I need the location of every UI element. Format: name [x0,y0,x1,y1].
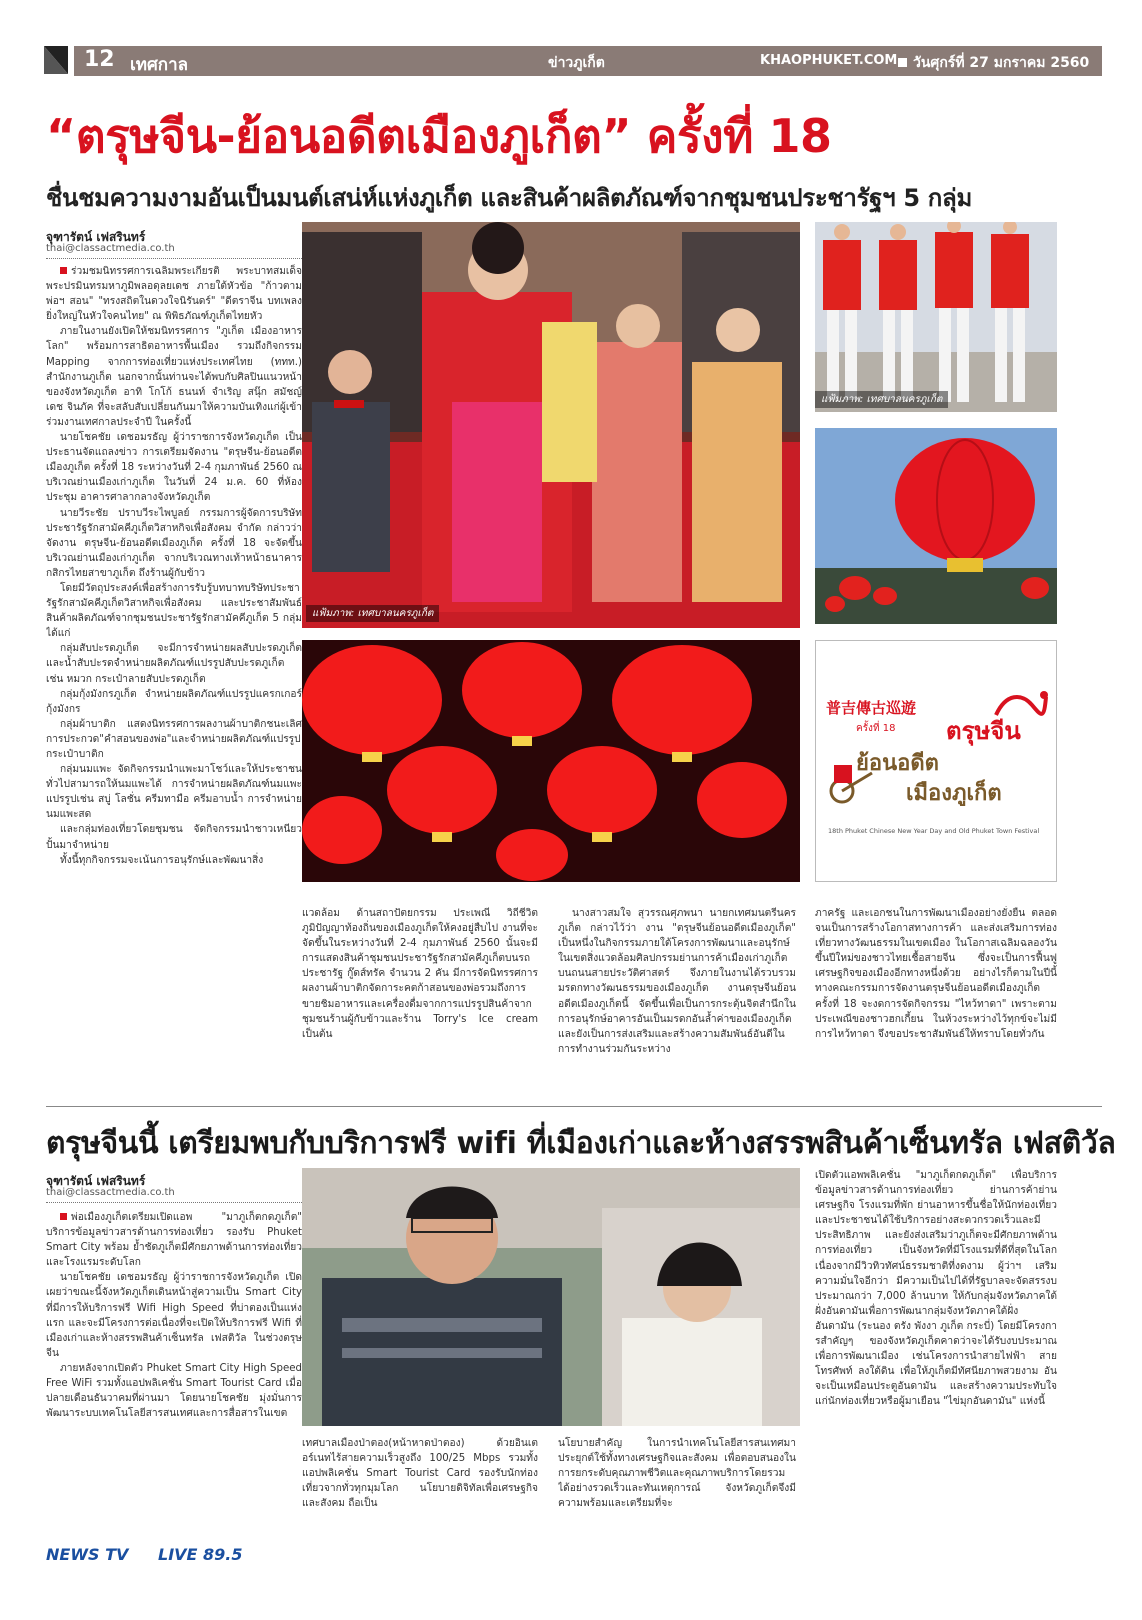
article1-column-4: ภาครัฐ และเอกชนในการพัฒนาเมืองอย่างยั่งยืน ตลอดจนเป็นการสร้างโอกาสทางการค้า และส่งเสริมการท่องเที่ยวทางวัฒนธรรมในเขตเมือง ในโอกาสเฉลิมฉลองวันขึ้นปีใหม่ของชาวไทยเชื้อสายจีน ซึ่งจะเป็นการฟื้นฟูเศรษฐกิจของเมืองอีกทางหนึ่งด้วย อย่างไรก็ตามในปีนี้ ทางคณะกรรมการจัดงานตรุษจีนย้อนอดีตเมืองภูเก็ต ครั้งที่ 18 จะงดการจัดกิจกรรม "ไหว้ทาดา" เพราะตามประเพณีของชาวฮกเกี้ยน ในห้วงระหว่างไว้ทุกข์จะไม่มีการไหว้ทาดา จึงขอประชาสัมพันธ์ให้ทราบโดยทั่วกัน [815,908,1057,1040]
corner-mark-icon [44,46,68,74]
article1-email[interactable]: thai@classactmedia.co.th [46,243,175,254]
article2-column-2: เทศบาลเมืองป่าตอง(หน้าหาดป่าตอง) ด้วยอินเตอร์เนทไร้สายความเร็วสูงถึง 100/25 Mbps รวมทั้งแอปพลิเคชั่น Smart Tourist Card รองรับนักท่องเที่ยวจากทั่วทุกมุมโลก นโยบายดิจิทัลเพื่อเศรษฐกิจและสังคม ถือเป็น [302,1438,538,1510]
article1-author: จุฑารัตน์ เฟสรินทร์ [46,230,146,244]
logo-edition: ครั้งที่ 18 [856,723,896,734]
article1-column-3: นางสาวสมใจ สุวรรณศุภพนา นายกเทศมนตรีนครภูเก็ต กล่าวไว้ว่า งาน "ตรุษจีนย้อนอดีตเมืองภูเก็ต" เป็นหนึ่งในกิจกรรมภายใต้โครงการพัฒนาและอนุรักษ์ในเขตสิ่งแวดล้อมศิลปกรรมย่านการค้าเมืองเก่าภูเก็ต บนถนนสายประวัติศาสตร์ จึงภายในงานได้รวบรวมมรดกทางวัฒนธรรมของเมืองภูเก็ต งานตรุษจีนย้อนอดีตเมืองภูเก็ตนี้ จัดขึ้นเพื่อเป็นการกระตุ้นจิตสำนึกในการอนุรักษ์อาคารอันเป็นมรดกอันล้ำค่าของเมืองภูเก็ต และยังเป็นการส่งเสริมและสร้างความสัมพันธ์อันดีในการทำงานร่วมกันระหว่าง [558,908,796,1055]
article2-column-4: เปิดตัวแอพพลิเคชั่น "มาภูเก็ตกดภูเก็ต" เพื่อบริการข้อมูลข่าวสารด้านการท่องเที่ยว ย่านการค้าย่านเศรษฐกิจ โรงแรมที่พัก ย่านอาหารขึ้นชื่อให้นักท่องเที่ยวและประชาชนได้ใช้บริการอย่างสะดวกรวดเร็วและมีประสิทธิภาพ และยังส่งเสริมว่าภูเก็ตจะมีศักยภาพด้านการท่องเที่ยว เป็นจังหวัดที่มีโรงแรมที่ดีที่สุดในโลก เนื่องจากมีวิวทิวทัศน์ธรรมชาติที่งดงาม ผู้ว่าฯ เสริมความมั่นใจอีกว่า มีความเป็นไปได้ที่รัฐบาลจะจัดสรรงบประมาณกว่า 7,000 ล้านบาท ให้กับกลุ่มจังหวัดภาคใต้ฝั่งอันดามันเพื่อการพัฒนากลุ่มจังหวัดภาคใต้ฝั่งอันดามัน (ระนอง ตรัง พังงา ภูเก็ต กระบี่) โดยมีโครงการสำคัญๆ ของจังหวัดภูเก็ตคาดว่าจะได้รับงบประมาณเพื่อการพัฒนาเมือง เช่นโครงการนำสายไฟฟ้า สายโทรศัพท์ ลงใต้ดิน เพื่อให้ภูเก็ตมีทัศนียภาพสวยงาม อันจะเป็นเหมือนประตูอันดามัน และสร้างความประทับใจแก่นักท่องเที่ยวหรือผู้มาเยือน "ไข่มุกอันดามัน" แห่งนี้ [815,1170,1057,1408]
photo-credit: แฟ้มภาพ: เทศบาลนครภูเก็ต [815,391,948,408]
byline-divider [46,258,302,259]
article2-email[interactable]: thai@classactmedia.co.th [46,1187,175,1198]
issue-date: วันศุกร์ที่ 27 มกราคม 2560 [896,52,1089,74]
article2-headline: ตรุษจีนนี้ เตรียมพบกับบริการฟรี wifi ที่เมืองเก่าและห้างสรรพสินค้าเซ็นทรัล เฟสติวัล [46,1126,1116,1161]
lantern-illustration [815,428,1057,624]
logo-caption: 18th Phuket Chinese New Year Day and Old Phuket Town Festival [828,827,1040,835]
photo-lanterns-night [302,640,800,882]
logo-chinese-text: 普吉傳古巡遊 [826,699,917,717]
governor-illustration [302,1168,800,1426]
dragon-icon [992,685,1048,729]
article2-column-3: นโยบายสำคัญ ในการนำเทคโนโลยีสารสนเทศมาประยุกต์ใช้ทั้งทางเศรษฐกิจและสังคม เพื่อตอบสนองในการยกระดับคุณภาพชีวิตและคุณภาพบริการโดยรวม ได้อย่างรวดเร็วและทันเหตุการณ์ จังหวัดภูเก็ตจึงมีความพร้อมและเตรียมที่จะ [558,1438,796,1510]
article1-column-2: แวดล้อม ด้านสถาปัตยกรรม ประเพณี วิถีชีวิต ภูมิปัญญาท้องถิ่นของเมืองภูเก็ตให้คงอยู่สืบไป งานที่จะจัดขึ้นในระหว่างวันที่ 2-4 กุมภาพันธ์ 2560 นั้นจะมีการแสดงสินค้าชุมชนประชารัฐรักสามัคคีภูเก็ตบนรถประชารัฐ กู๊ดส์ทรัค จำนวน 2 คัน มีการจัดนิทรรศการผลงานผ้าบาติกจัดการะคตก้าสอนของพ่อรวมถึงการขายชิมอาหารและเครื่องดื่มจากการแปรรูปสินค้าจากชุมชนร้านผู้กับข้าวและร้าน Torry's Ice cream เป็นต้น [302,908,538,1040]
festival-logo [815,640,1057,882]
photo-lanterns-sky [815,428,1057,624]
site-url[interactable]: KHAOPHUKET.COM [760,53,898,68]
article2-author: จุฑารัตน์ เฟสรินทร์ [46,1174,146,1188]
article1-subhead: ชื่นชมความงามอันเป็นมนต์เสน่ห์แห่งภูเก็ต และสินค้าผลิตภัณฑ์จากชุมชนประชารัฐฯ 5 กลุ่ม [46,184,972,212]
article1-headline: “ตรุษจีน-ย้อนอดีตเมืองภูเก็ต” ครั้งที่ 18 [46,109,832,163]
byline-divider [46,1202,302,1203]
logo-word-1: ตรุษจีน [946,717,1021,745]
logo-word-3: เมืองภูเก็ต [906,781,1002,806]
footer-live-logo: LIVE 89.5 [158,1545,243,1564]
article1-column-1: ร่วมชมนิทรรศการเฉลิมพระเกียรติ พระบาทสมเด็จพระปรมินทรมหาภูมิพลอดุลยเดช ภายใต้หัวข้อ "ก้าวตามพ่อฯ สอน" "ทรงสถิตในดวงใจนิรันดร์" "ดีตราจีน บทเพลงยิ่งใหญ่ในหัวใจคนไทย" ณ พิพิธภัณฑ์ภูเก็ตไทยหัว ภายในงานยังเปิดให้ชมนิทรรศการ "ภูเก็ต เมืองอาหารโลก" พร้อมการสาธิตอาหารพื้นเมือง รวมถึงกิจกรรม Mapping จากการท่องเที่ยวแห่งประเทศไทย (ททท.) สำนักงานภูเก็ต นอกจากนั้นท่านจะได้พบกับศิลปินแนวหน้าของจังหวัดภูเก็ต อาทิ โกโก้ ธนนท์ จำเริญ สนุ๊ก สมัชญ์ เดช จินภัค ที่จะสลับสับเปลี่ยนกันมาให้ความบันเทิงแก่ผู้เข้าร่วมงานเทศกาลประจำปี ในครั้งนี้ นายโชคชัย เดชอมรธัญ ผู้ว่าราชการจังหวัดภูเก็ต เป็นประธานจัดแถลงข่าว การเตรียมจัดงาน "ตรุษจีน-ย้อนอดีตเมืองภูเก็ต ครั้งที่ 18 ระหว่างวันที่ 2-4 กุมภาพันธ์ 2560 ณ บริเวณย่านเมืองเก่าภูเก็ต ในวันที่ 24 ม.ค. 60 ที่ห้องประชุม อาคารศาลากลางจังหวัดภูเก็ต นายวีระชัย ปราบวีระไพบูลย์ กรรมการผู้จัดการบริษัทประชารัฐรักสามัคคีภูเก็ตวิสาหกิจเพื่อสังคม จำกัด กล่าวว่า จัดงาน ตรุษจีน-ย้อนอดีตเมืองภูเก็ต ครั้งที่ 18 จะจัดขึ้นบริเวณย่านเมืองเก่าภูเก็ต จากบริเวณทางเท้าหน้าธนาคารกสิกรไทยสาขาภูเก็ต ถึงร้านผู้กับข้าว โดยมีวัตถุประสงค์เพื่อสร้างการรับรู้บทบาทบริษัทประชารัฐรักสามัคคีภูเก็ตวิสาหกิจเพื่อสังคม และประชาสัมพันธ์สินค้าผลิตภัณฑ์จากชุมชนประชารัฐรักสามัคคีภูเก็ต 5 กลุ่มได้แก่ กลุ่มสับปะรดภูเก็ต จะมีการจำหน่ายผลสับปะรดภูเก็ตและน้ำสับปะรดจำหน่ายผลิตภัณฑ์แปรรูปสับปะรดภูเก็ต เช่น หมวก กระเป๋าลายสับปะรดภูเก็ต กลุ่มกุ้งมังกรภูเก็ต จำหน่ายผลิตภัณฑ์แปรรูปแครกเกอร์กุ้งมังกร กลุ่มผ้าบาติก แสดงนิทรรศการผลงานผ้าบาติกชนะเลิศการประกวด"คำสอนของพ่อ"และจำหน่ายผลิตภัณฑ์แปรรูปกระเป๋าบาติก กลุ่มนมแพะ จัดกิจกรรมนำแพะมาโชว์และให้ประชาชนทั่วไปสามารถให้นมแพะได้ การจำหน่ายผลิตภัณฑ์นมแพะแปรรูปเช่น สบู่ โลชั่น ครีมทามือ ครีมอาบน้ำ การจำหน่ายนมแพะสด และกลุ่มท่องเที่ยวโดยชุมชน จัดกิจกรรมนำชาวเหนียวปั้นมาจำหน่าย ทั้งนี้ทุกกิจกรรมจะเน้นการอนุรักษ์และพัฒนาสิ่ง [46,266,302,866]
photo-parade [302,222,800,628]
logo-word-2: ย้อนอดีต [856,751,939,776]
photo-governor [302,1168,800,1426]
page-number: 12 [84,47,115,72]
photo-stilt-walkers [815,222,1057,412]
newspaper-logo: ข่าวภูเก็ต [548,55,605,71]
bullet-icon [60,1213,67,1220]
photo-credit: แฟ้มภาพ: เทศบาลนครภูเก็ต [306,605,439,622]
bullet-icon [60,267,67,274]
section-name: เทศกาล [130,55,189,75]
article-separator [46,1106,1102,1107]
stilt-illustration [815,222,1057,412]
square-icon [898,58,907,67]
night-lantern-illustration [302,640,800,882]
article2-column-1: พ่อเมืองภูเก็ตเตรียมเปิดแอพ "มาภูเก็ตกดภูเก็ต" บริการข้อมูลข่าวสารด้านการท่องเที่ยว รองรับ Phuket Smart City พร้อม ย้ำชัดภูเก็ตมีศักยภาพด้านการท่องเที่ยวและโรงแรมระดับโลก นายโชคชัย เดชอมรธัญ ผู้ว่าราชการจังหวัดภูเก็ต เปิดเผยว่าขณะนี้จังหวัดภูเก็ตเดินหน้าสู่ความเป็น Smart City ที่มีการให้บริการฟรี Wifi High Speed ที่บ่าตองเป็นแห่งแรก และจะมีโครงการต่อเนื่องที่จะเปิดให้บริการฟรี Wifi ที่เมืองเก่าและห้างสรรพสินค้าเซ็นทรัล เฟสติวัล ในช่วงตรุษจีน ภายหลังจากเปิดตัว Phuket Smart City High Speed Free WiFi รวมทั้งแอปพลิเคชั่น Smart Tourist Card เมื่อปลายเดือนธันวาคมที่ผ่านมา โดยนายโชคชัย มุ่งมั่นการพัฒนาระบบเทคโนโลยีสารสนเทศและการสื่อสารในเขต [46,1212,302,1420]
parade-illustration [302,222,800,628]
rickshaw-icon [828,759,874,805]
footer-newstv-logo: NEWS TV [46,1545,129,1564]
